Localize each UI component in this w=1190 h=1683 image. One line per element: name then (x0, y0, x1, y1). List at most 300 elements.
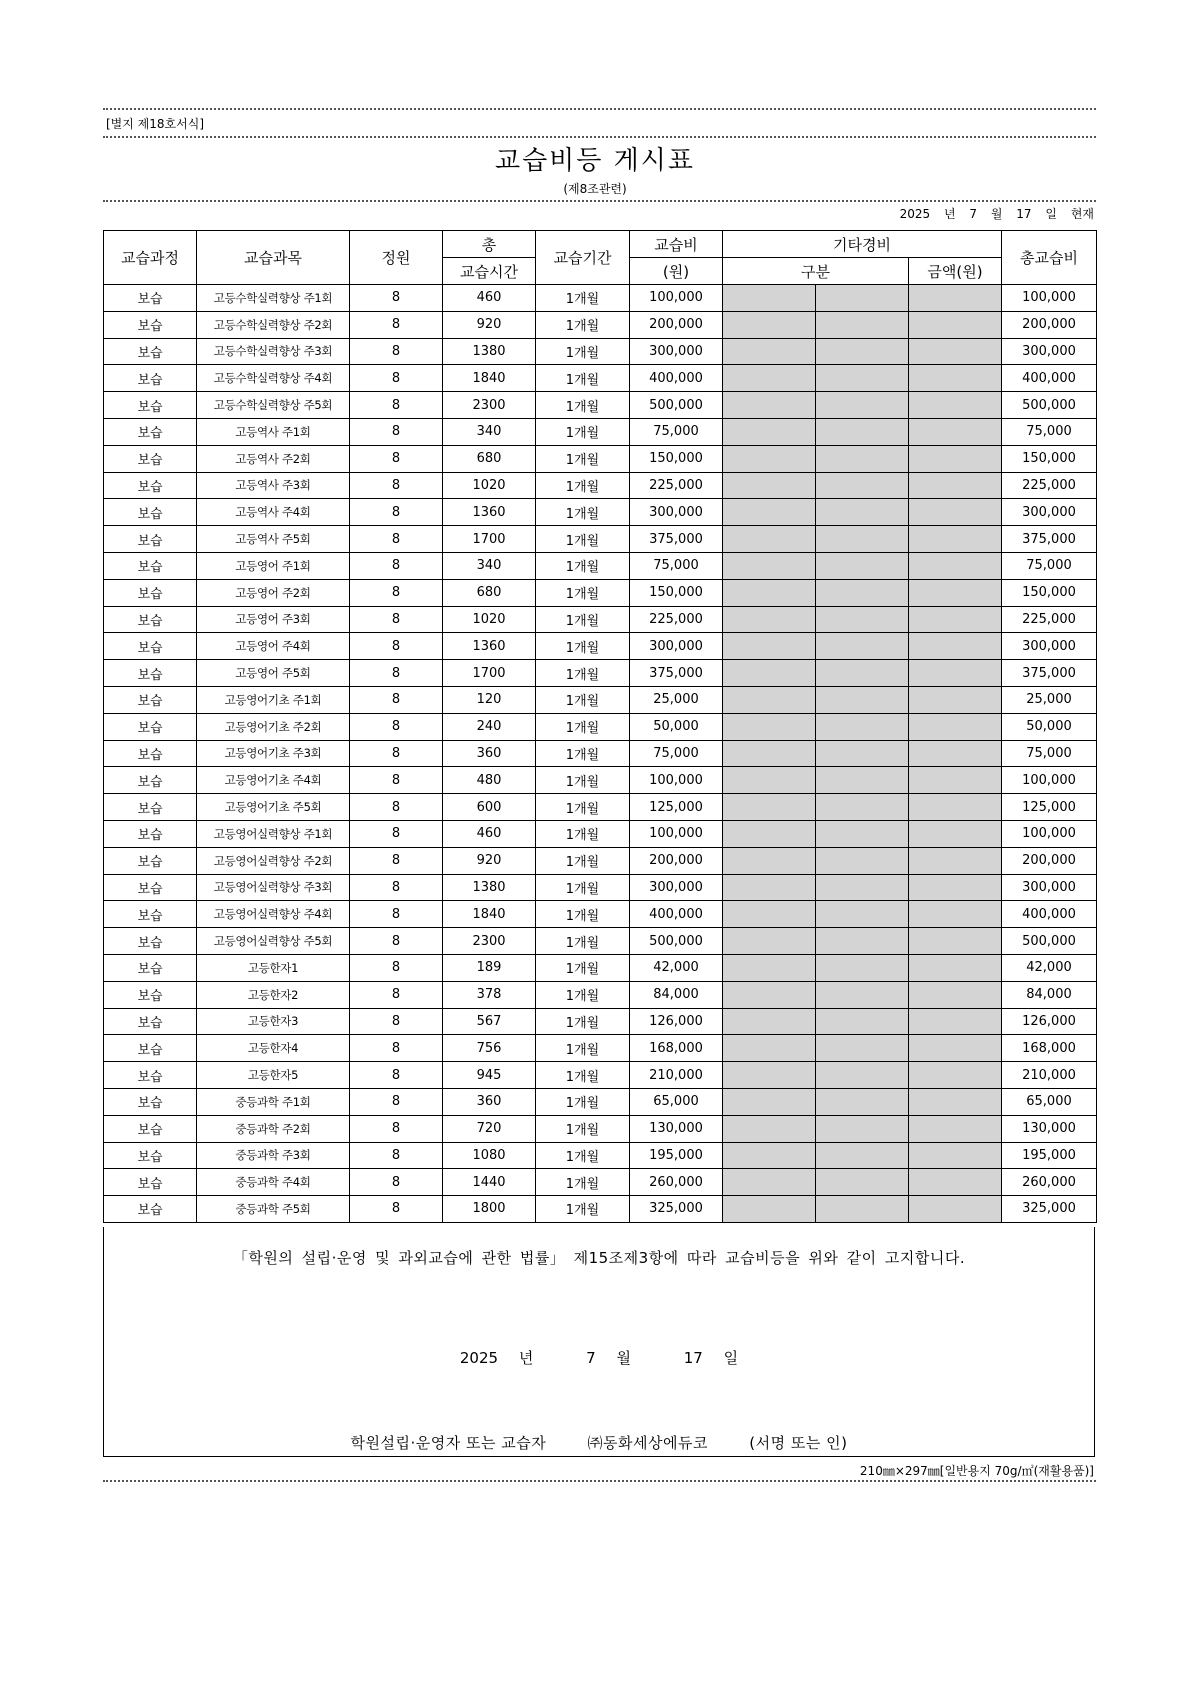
cell-other-type-b (816, 794, 909, 821)
cell-subject: 중등과학 주2회 (197, 1115, 350, 1142)
cell-other-amount (909, 1088, 1002, 1115)
cell-total-fee: 125,000 (1002, 794, 1097, 821)
cell-other-type-a (723, 794, 816, 821)
cell-total-fee: 168,000 (1002, 1035, 1097, 1062)
cell-total-hours: 360 (443, 740, 536, 767)
cell-other-type-b (816, 418, 909, 445)
table-row (104, 1142, 1097, 1169)
cell-total-fee: 65,000 (1002, 1088, 1097, 1115)
cell-period: 1개월 (536, 686, 630, 713)
cell-total-hours: 480 (443, 767, 536, 794)
table-row (104, 874, 1097, 901)
cell-fee: 500,000 (630, 928, 723, 955)
cell-total-fee: 300,000 (1002, 874, 1097, 901)
cell-period: 1개월 (536, 1008, 630, 1035)
table-row (104, 418, 1097, 445)
as-of-month-unit: 월 (990, 207, 1003, 221)
cell-other-type-b (816, 1088, 909, 1115)
table-row (104, 1008, 1097, 1035)
cell-subject: 고등영어실력향상 주2회 (197, 847, 350, 874)
page-title: 교습비등 게시표 (494, 146, 696, 176)
cell-fee: 500,000 (630, 392, 723, 419)
cell-total-fee: 100,000 (1002, 820, 1097, 847)
cell-capacity: 8 (350, 820, 443, 847)
cell-fee: 84,000 (630, 981, 723, 1008)
cell-capacity: 8 (350, 418, 443, 445)
cell-course: 보습 (104, 1196, 197, 1223)
cell-course: 보습 (104, 285, 197, 312)
cell-period: 1개월 (536, 981, 630, 1008)
cell-course: 보습 (104, 874, 197, 901)
table-row (104, 928, 1097, 955)
cell-subject: 고등영어기초 주1회 (197, 686, 350, 713)
cell-total-fee: 210,000 (1002, 1062, 1097, 1089)
cell-other-amount (909, 526, 1002, 553)
cell-other-amount (909, 499, 1002, 526)
cell-other-type-b (816, 392, 909, 419)
cell-total-hours: 600 (443, 794, 536, 821)
cell-course: 보습 (104, 1088, 197, 1115)
cell-course: 보습 (104, 552, 197, 579)
as-of-day-unit: 일 (1045, 207, 1057, 221)
cell-total-hours: 189 (443, 954, 536, 981)
cell-other-type-a (723, 1142, 816, 1169)
cell-total-hours: 460 (443, 820, 536, 847)
cell-other-type-a (723, 1062, 816, 1089)
subtitle-rule (103, 200, 1096, 202)
cell-total-fee: 84,000 (1002, 981, 1097, 1008)
bottom-dotted-rule (103, 1480, 1096, 1482)
cell-subject: 고등수학실력향상 주4회 (197, 365, 350, 392)
cell-course: 보습 (104, 1142, 197, 1169)
as-of-year-unit: 년 (943, 207, 956, 221)
cell-total-hours: 1700 (443, 526, 536, 553)
cell-fee: 75,000 (630, 552, 723, 579)
cell-fee: 75,000 (630, 740, 723, 767)
table-row (104, 794, 1097, 821)
as-of-day: 17 (1016, 207, 1032, 221)
cell-total-fee: 130,000 (1002, 1115, 1097, 1142)
cell-fee: 100,000 (630, 820, 723, 847)
cell-other-type-b (816, 1142, 909, 1169)
cell-subject: 고등한자4 (197, 1035, 350, 1062)
cell-capacity: 8 (350, 767, 443, 794)
cell-fee: 300,000 (630, 874, 723, 901)
cell-other-amount (909, 820, 1002, 847)
cell-subject: 중등과학 주5회 (197, 1196, 350, 1223)
cell-fee: 260,000 (630, 1169, 723, 1196)
cell-total-hours: 920 (443, 847, 536, 874)
cell-other-type-b (816, 1008, 909, 1035)
table-row (104, 392, 1097, 419)
cell-other-type-b (816, 338, 909, 365)
cell-other-amount (909, 767, 1002, 794)
table-row (104, 954, 1097, 981)
cell-fee: 126,000 (630, 1008, 723, 1035)
cell-subject: 고등역사 주2회 (197, 445, 350, 472)
cell-capacity: 8 (350, 392, 443, 419)
cell-other-type-b (816, 954, 909, 981)
notice-day: 17 (683, 1349, 703, 1367)
cell-other-type-a (723, 338, 816, 365)
table-row (104, 499, 1097, 526)
cell-subject: 고등한자5 (197, 1062, 350, 1089)
cell-subject: 고등역사 주4회 (197, 499, 350, 526)
cell-other-type-b (816, 606, 909, 633)
cell-total-hours: 567 (443, 1008, 536, 1035)
cell-other-type-a (723, 820, 816, 847)
signer-label: 학원설립·운영자 또는 교습자 (350, 1434, 547, 1452)
cell-other-amount (909, 285, 1002, 312)
cell-total-hours: 680 (443, 579, 536, 606)
cell-total-fee: 300,000 (1002, 633, 1097, 660)
signature-note: (서명 또는 인) (749, 1434, 848, 1452)
cell-capacity: 8 (350, 1062, 443, 1089)
header-total-fee: 총교습비 (1002, 231, 1097, 285)
cell-other-amount (909, 1035, 1002, 1062)
cell-course: 보습 (104, 901, 197, 928)
table-row (104, 1035, 1097, 1062)
header-fee-top: 교습비 (630, 231, 723, 258)
as-of-month: 7 (969, 207, 978, 221)
cell-course: 보습 (104, 1008, 197, 1035)
cell-fee: 325,000 (630, 1196, 723, 1223)
form-number-rule (103, 136, 1096, 138)
cell-other-amount (909, 606, 1002, 633)
cell-other-type-b (816, 365, 909, 392)
cell-other-amount (909, 633, 1002, 660)
table-row (104, 285, 1097, 312)
cell-period: 1개월 (536, 606, 630, 633)
cell-other-type-a (723, 499, 816, 526)
table-row (104, 633, 1097, 660)
cell-capacity: 8 (350, 499, 443, 526)
cell-other-type-a (723, 285, 816, 312)
cell-course: 보습 (104, 392, 197, 419)
fee-table-body (104, 285, 1097, 1223)
cell-subject: 고등수학실력향상 주1회 (197, 285, 350, 312)
cell-capacity: 8 (350, 660, 443, 687)
cell-other-type-a (723, 526, 816, 553)
table-row (104, 981, 1097, 1008)
cell-other-amount (909, 928, 1002, 955)
cell-capacity: 8 (350, 472, 443, 499)
cell-fee: 195,000 (630, 1142, 723, 1169)
cell-subject: 고등역사 주1회 (197, 418, 350, 445)
cell-course: 보습 (104, 847, 197, 874)
cell-course: 보습 (104, 606, 197, 633)
cell-course: 보습 (104, 794, 197, 821)
cell-total-hours: 340 (443, 552, 536, 579)
cell-course: 보습 (104, 418, 197, 445)
header-other-amount: 금액(원) (909, 258, 1002, 285)
cell-capacity: 8 (350, 901, 443, 928)
cell-period: 1개월 (536, 874, 630, 901)
cell-total-fee: 225,000 (1002, 472, 1097, 499)
cell-period: 1개월 (536, 1169, 630, 1196)
cell-course: 보습 (104, 633, 197, 660)
cell-fee: 375,000 (630, 526, 723, 553)
cell-other-type-a (723, 928, 816, 955)
cell-other-amount (909, 794, 1002, 821)
cell-other-type-b (816, 767, 909, 794)
cell-capacity: 8 (350, 285, 443, 312)
table-row (104, 526, 1097, 553)
notice-date (104, 1347, 1094, 1368)
cell-capacity: 8 (350, 954, 443, 981)
cell-total-fee: 75,000 (1002, 552, 1097, 579)
cell-fee: 210,000 (630, 1062, 723, 1089)
table-row (104, 1169, 1097, 1196)
cell-fee: 65,000 (630, 1088, 723, 1115)
as-of-date (894, 205, 1094, 222)
table-row (104, 472, 1097, 499)
notice-year-unit: 년 (518, 1349, 534, 1367)
cell-course: 보습 (104, 1115, 197, 1142)
cell-total-fee: 100,000 (1002, 767, 1097, 794)
cell-period: 1개월 (536, 365, 630, 392)
cell-total-hours: 720 (443, 1115, 536, 1142)
cell-fee: 300,000 (630, 338, 723, 365)
cell-total-hours: 1080 (443, 1142, 536, 1169)
cell-course: 보습 (104, 928, 197, 955)
cell-total-fee: 42,000 (1002, 954, 1097, 981)
cell-period: 1개월 (536, 767, 630, 794)
cell-other-type-b (816, 686, 909, 713)
cell-total-hours: 1800 (443, 1196, 536, 1223)
cell-other-amount (909, 874, 1002, 901)
cell-other-type-a (723, 1035, 816, 1062)
cell-subject: 고등영어 주1회 (197, 552, 350, 579)
header-fee-bottom: (원) (630, 258, 723, 285)
cell-other-type-a (723, 1115, 816, 1142)
cell-capacity: 8 (350, 874, 443, 901)
cell-total-hours: 945 (443, 1062, 536, 1089)
cell-other-amount (909, 901, 1002, 928)
cell-period: 1개월 (536, 928, 630, 955)
cell-fee: 400,000 (630, 901, 723, 928)
cell-total-hours: 756 (443, 1035, 536, 1062)
cell-other-type-a (723, 552, 816, 579)
cell-other-type-a (723, 660, 816, 687)
cell-subject: 고등영어 주3회 (197, 606, 350, 633)
cell-period: 1개월 (536, 311, 630, 338)
table-row (104, 740, 1097, 767)
cell-other-type-a (723, 1196, 816, 1223)
cell-course: 보습 (104, 1169, 197, 1196)
cell-fee: 150,000 (630, 579, 723, 606)
cell-other-type-b (816, 445, 909, 472)
cell-period: 1개월 (536, 954, 630, 981)
cell-total-hours: 240 (443, 713, 536, 740)
cell-fee: 225,000 (630, 606, 723, 633)
header-total-hours-top: 총 (443, 231, 536, 258)
cell-total-fee: 375,000 (1002, 526, 1097, 553)
cell-total-fee: 325,000 (1002, 1196, 1097, 1223)
cell-period: 1개월 (536, 285, 630, 312)
cell-capacity: 8 (350, 1142, 443, 1169)
cell-course: 보습 (104, 472, 197, 499)
cell-other-type-a (723, 686, 816, 713)
cell-capacity: 8 (350, 1196, 443, 1223)
cell-other-type-b (816, 820, 909, 847)
cell-fee: 125,000 (630, 794, 723, 821)
cell-capacity: 8 (350, 686, 443, 713)
cell-fee: 225,000 (630, 472, 723, 499)
cell-other-type-b (816, 901, 909, 928)
cell-other-type-a (723, 392, 816, 419)
cell-capacity: 8 (350, 633, 443, 660)
cell-other-type-b (816, 1115, 909, 1142)
cell-subject: 고등한자1 (197, 954, 350, 981)
cell-other-type-b (816, 1169, 909, 1196)
cell-course: 보습 (104, 338, 197, 365)
paper-spec: 210㎜×297㎜[일반용지 70g/㎡(재활용품)] (859, 1464, 1094, 1478)
cell-fee: 75,000 (630, 418, 723, 445)
cell-other-type-b (816, 579, 909, 606)
cell-total-fee: 75,000 (1002, 418, 1097, 445)
cell-total-hours: 1840 (443, 365, 536, 392)
cell-total-fee: 500,000 (1002, 392, 1097, 419)
cell-total-fee: 400,000 (1002, 901, 1097, 928)
cell-period: 1개월 (536, 445, 630, 472)
cell-subject: 고등역사 주3회 (197, 472, 350, 499)
table-row (104, 445, 1097, 472)
cell-capacity: 8 (350, 928, 443, 955)
cell-capacity: 8 (350, 794, 443, 821)
cell-subject: 고등영어기초 주5회 (197, 794, 350, 821)
cell-period: 1개월 (536, 1088, 630, 1115)
table-row (104, 767, 1097, 794)
cell-other-amount (909, 338, 1002, 365)
cell-subject: 고등한자3 (197, 1008, 350, 1035)
cell-other-type-a (723, 445, 816, 472)
cell-capacity: 8 (350, 579, 443, 606)
header-other-type: 구분 (723, 258, 909, 285)
cell-other-amount (909, 1142, 1002, 1169)
top-dotted-rule (103, 108, 1096, 110)
cell-total-fee: 300,000 (1002, 499, 1097, 526)
cell-other-amount (909, 1115, 1002, 1142)
cell-period: 1개월 (536, 1062, 630, 1089)
cell-other-amount (909, 552, 1002, 579)
notice-month-unit: 월 (616, 1349, 631, 1367)
cell-other-type-b (816, 1035, 909, 1062)
cell-other-type-a (723, 311, 816, 338)
cell-other-amount (909, 1196, 1002, 1223)
cell-course: 보습 (104, 954, 197, 981)
cell-period: 1개월 (536, 579, 630, 606)
signature-line (104, 1432, 1094, 1453)
cell-other-amount (909, 445, 1002, 472)
cell-fee: 42,000 (630, 954, 723, 981)
cell-subject: 중등과학 주3회 (197, 1142, 350, 1169)
cell-fee: 100,000 (630, 767, 723, 794)
cell-subject: 고등한자2 (197, 981, 350, 1008)
cell-capacity: 8 (350, 740, 443, 767)
cell-fee: 130,000 (630, 1115, 723, 1142)
cell-subject: 고등영어기초 주4회 (197, 767, 350, 794)
cell-other-amount (909, 311, 1002, 338)
cell-total-fee: 400,000 (1002, 365, 1097, 392)
cell-period: 1개월 (536, 392, 630, 419)
cell-capacity: 8 (350, 847, 443, 874)
cell-subject: 고등영어실력향상 주4회 (197, 901, 350, 928)
cell-total-hours: 1440 (443, 1169, 536, 1196)
cell-other-amount (909, 1062, 1002, 1089)
cell-period: 1개월 (536, 526, 630, 553)
table-row (104, 606, 1097, 633)
cell-other-amount (909, 472, 1002, 499)
cell-other-type-b (816, 1062, 909, 1089)
notice-box (103, 1227, 1095, 1457)
cell-other-type-b (816, 660, 909, 687)
cell-total-hours: 1020 (443, 472, 536, 499)
cell-subject: 중등과학 주4회 (197, 1169, 350, 1196)
table-row (104, 660, 1097, 687)
cell-capacity: 8 (350, 552, 443, 579)
cell-total-hours: 1020 (443, 606, 536, 633)
cell-other-type-a (723, 1169, 816, 1196)
cell-course: 보습 (104, 820, 197, 847)
cell-total-hours: 460 (443, 285, 536, 312)
cell-total-hours: 2300 (443, 392, 536, 419)
cell-subject: 고등역사 주5회 (197, 526, 350, 553)
cell-course: 보습 (104, 713, 197, 740)
table-row (104, 579, 1097, 606)
cell-period: 1개월 (536, 338, 630, 365)
table-row (104, 1196, 1097, 1223)
cell-capacity: 8 (350, 981, 443, 1008)
cell-capacity: 8 (350, 1008, 443, 1035)
cell-total-fee: 75,000 (1002, 740, 1097, 767)
cell-course: 보습 (104, 740, 197, 767)
table-row (104, 1062, 1097, 1089)
cell-other-amount (909, 847, 1002, 874)
cell-fee: 200,000 (630, 311, 723, 338)
cell-other-type-a (723, 1008, 816, 1035)
cell-subject: 중등과학 주1회 (197, 1088, 350, 1115)
cell-subject: 고등영어실력향상 주5회 (197, 928, 350, 955)
cell-other-amount (909, 713, 1002, 740)
cell-other-type-a (723, 579, 816, 606)
cell-period: 1개월 (536, 1142, 630, 1169)
cell-other-type-a (723, 418, 816, 445)
page-subtitle: (제8조관련) (563, 182, 627, 196)
table-row (104, 901, 1097, 928)
cell-period: 1개월 (536, 418, 630, 445)
header-subject: 교습과목 (197, 231, 350, 285)
cell-period: 1개월 (536, 740, 630, 767)
cell-period: 1개월 (536, 713, 630, 740)
cell-total-fee: 150,000 (1002, 579, 1097, 606)
notice-year: 2025 (459, 1349, 499, 1367)
cell-capacity: 8 (350, 1169, 443, 1196)
cell-other-amount (909, 418, 1002, 445)
cell-other-type-b (816, 552, 909, 579)
cell-other-amount (909, 981, 1002, 1008)
cell-other-type-b (816, 311, 909, 338)
cell-fee: 400,000 (630, 365, 723, 392)
cell-total-fee: 100,000 (1002, 285, 1097, 312)
cell-other-type-b (816, 928, 909, 955)
cell-other-amount (909, 579, 1002, 606)
as-of-suffix: 현재 (1070, 207, 1094, 221)
cell-capacity: 8 (350, 445, 443, 472)
cell-period: 1개월 (536, 794, 630, 821)
cell-other-type-a (723, 1088, 816, 1115)
table-row (104, 365, 1097, 392)
